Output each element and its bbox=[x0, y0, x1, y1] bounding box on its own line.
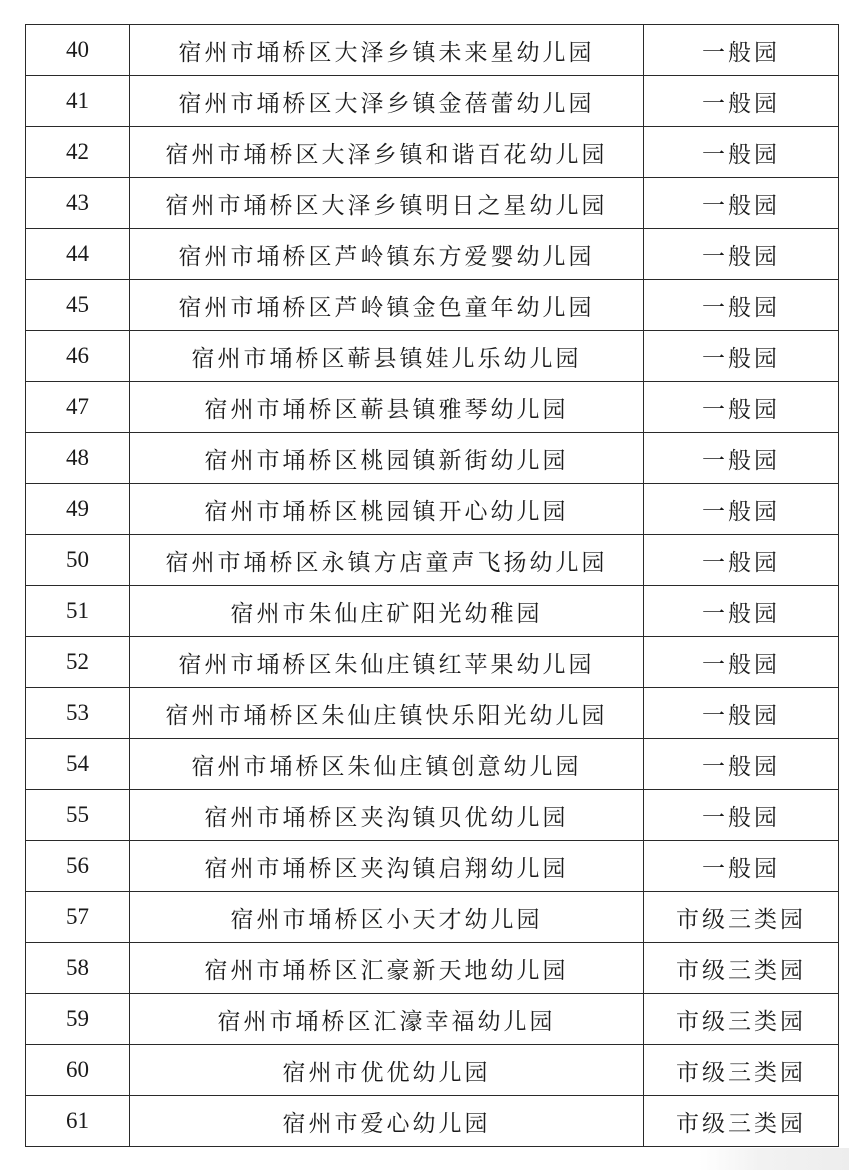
category-label: 一般园 bbox=[644, 25, 839, 76]
row-number: 55 bbox=[26, 790, 130, 841]
category-label: 市级三类园 bbox=[644, 994, 839, 1045]
row-number: 47 bbox=[26, 382, 130, 433]
table-row bbox=[26, 994, 839, 1045]
category-label: 一般园 bbox=[644, 790, 839, 841]
table-row bbox=[26, 739, 839, 790]
category-label: 市级三类园 bbox=[644, 1045, 839, 1096]
kindergarten-name: 宿州市埇桥区夹沟镇贝优幼儿园 bbox=[130, 790, 644, 841]
table-row bbox=[26, 331, 839, 382]
category-label: 一般园 bbox=[644, 76, 839, 127]
watermark-overlay bbox=[699, 1148, 849, 1170]
row-number: 51 bbox=[26, 586, 130, 637]
kindergarten-name: 宿州市埇桥区朱仙庄镇创意幼儿园 bbox=[130, 739, 644, 790]
kindergarten-name: 宿州市埇桥区芦岭镇东方爱婴幼儿园 bbox=[130, 229, 644, 280]
category-label: 市级三类园 bbox=[644, 1096, 839, 1147]
row-number: 60 bbox=[26, 1045, 130, 1096]
kindergarten-name: 宿州市埇桥区大泽乡镇未来星幼儿园 bbox=[130, 25, 644, 76]
table-row bbox=[26, 688, 839, 739]
table-row bbox=[26, 25, 839, 76]
row-number: 49 bbox=[26, 484, 130, 535]
kindergarten-name: 宿州市埇桥区大泽乡镇金蓓蕾幼儿园 bbox=[130, 76, 644, 127]
table-row bbox=[26, 1096, 839, 1147]
kindergarten-name: 宿州市埇桥区汇豪新天地幼儿园 bbox=[130, 943, 644, 994]
row-number: 45 bbox=[26, 280, 130, 331]
category-label: 一般园 bbox=[644, 382, 839, 433]
table-row bbox=[26, 433, 839, 484]
row-number: 43 bbox=[26, 178, 130, 229]
table-row bbox=[26, 841, 839, 892]
row-number: 48 bbox=[26, 433, 130, 484]
row-number: 58 bbox=[26, 943, 130, 994]
table-row bbox=[26, 178, 839, 229]
category-label: 一般园 bbox=[644, 688, 839, 739]
row-number: 44 bbox=[26, 229, 130, 280]
kindergarten-table bbox=[25, 24, 839, 1147]
category-label: 一般园 bbox=[644, 484, 839, 535]
row-number: 54 bbox=[26, 739, 130, 790]
row-number: 53 bbox=[26, 688, 130, 739]
category-label: 一般园 bbox=[644, 586, 839, 637]
table-row bbox=[26, 943, 839, 994]
row-number: 50 bbox=[26, 535, 130, 586]
kindergarten-name: 宿州市埇桥区朱仙庄镇红苹果幼儿园 bbox=[130, 637, 644, 688]
table-row bbox=[26, 382, 839, 433]
row-number: 40 bbox=[26, 25, 130, 76]
row-number: 59 bbox=[26, 994, 130, 1045]
category-label: 一般园 bbox=[644, 841, 839, 892]
category-label: 市级三类园 bbox=[644, 943, 839, 994]
category-label: 一般园 bbox=[644, 229, 839, 280]
category-label: 市级三类园 bbox=[644, 892, 839, 943]
kindergarten-name: 宿州市埇桥区小天才幼儿园 bbox=[130, 892, 644, 943]
category-label: 一般园 bbox=[644, 433, 839, 484]
kindergarten-name: 宿州市埇桥区桃园镇新街幼儿园 bbox=[130, 433, 644, 484]
category-label: 一般园 bbox=[644, 178, 839, 229]
kindergarten-name: 宿州市优优幼儿园 bbox=[130, 1045, 644, 1096]
kindergarten-name: 宿州市埇桥区大泽乡镇和谐百花幼儿园 bbox=[130, 127, 644, 178]
table-row bbox=[26, 586, 839, 637]
kindergarten-name: 宿州市埇桥区夹沟镇启翔幼儿园 bbox=[130, 841, 644, 892]
category-label: 一般园 bbox=[644, 127, 839, 178]
table-row bbox=[26, 229, 839, 280]
table-row bbox=[26, 892, 839, 943]
table-body bbox=[26, 25, 839, 1147]
row-number: 52 bbox=[26, 637, 130, 688]
table-row bbox=[26, 280, 839, 331]
kindergarten-name: 宿州市朱仙庄矿阳光幼稚园 bbox=[130, 586, 644, 637]
row-number: 57 bbox=[26, 892, 130, 943]
table-row bbox=[26, 637, 839, 688]
row-number: 56 bbox=[26, 841, 130, 892]
kindergarten-name: 宿州市埇桥区蕲县镇娃儿乐幼儿园 bbox=[130, 331, 644, 382]
table-row bbox=[26, 484, 839, 535]
kindergarten-name: 宿州市埇桥区桃园镇开心幼儿园 bbox=[130, 484, 644, 535]
kindergarten-name: 宿州市埇桥区蕲县镇雅琴幼儿园 bbox=[130, 382, 644, 433]
table-row bbox=[26, 76, 839, 127]
table-row bbox=[26, 790, 839, 841]
row-number: 61 bbox=[26, 1096, 130, 1147]
kindergarten-name: 宿州市爱心幼儿园 bbox=[130, 1096, 644, 1147]
category-label: 一般园 bbox=[644, 331, 839, 382]
category-label: 一般园 bbox=[644, 535, 839, 586]
kindergarten-name: 宿州市埇桥区永镇方店童声飞扬幼儿园 bbox=[130, 535, 644, 586]
table-row bbox=[26, 127, 839, 178]
row-number: 42 bbox=[26, 127, 130, 178]
row-number: 46 bbox=[26, 331, 130, 382]
category-label: 一般园 bbox=[644, 637, 839, 688]
table-row bbox=[26, 1045, 839, 1096]
row-number: 41 bbox=[26, 76, 130, 127]
kindergarten-name: 宿州市埇桥区芦岭镇金色童年幼儿园 bbox=[130, 280, 644, 331]
table-row bbox=[26, 535, 839, 586]
kindergarten-name: 宿州市埇桥区朱仙庄镇快乐阳光幼儿园 bbox=[130, 688, 644, 739]
kindergarten-name: 宿州市埇桥区大泽乡镇明日之星幼儿园 bbox=[130, 178, 644, 229]
category-label: 一般园 bbox=[644, 280, 839, 331]
category-label: 一般园 bbox=[644, 739, 839, 790]
kindergarten-name: 宿州市埇桥区汇濠幸福幼儿园 bbox=[130, 994, 644, 1045]
